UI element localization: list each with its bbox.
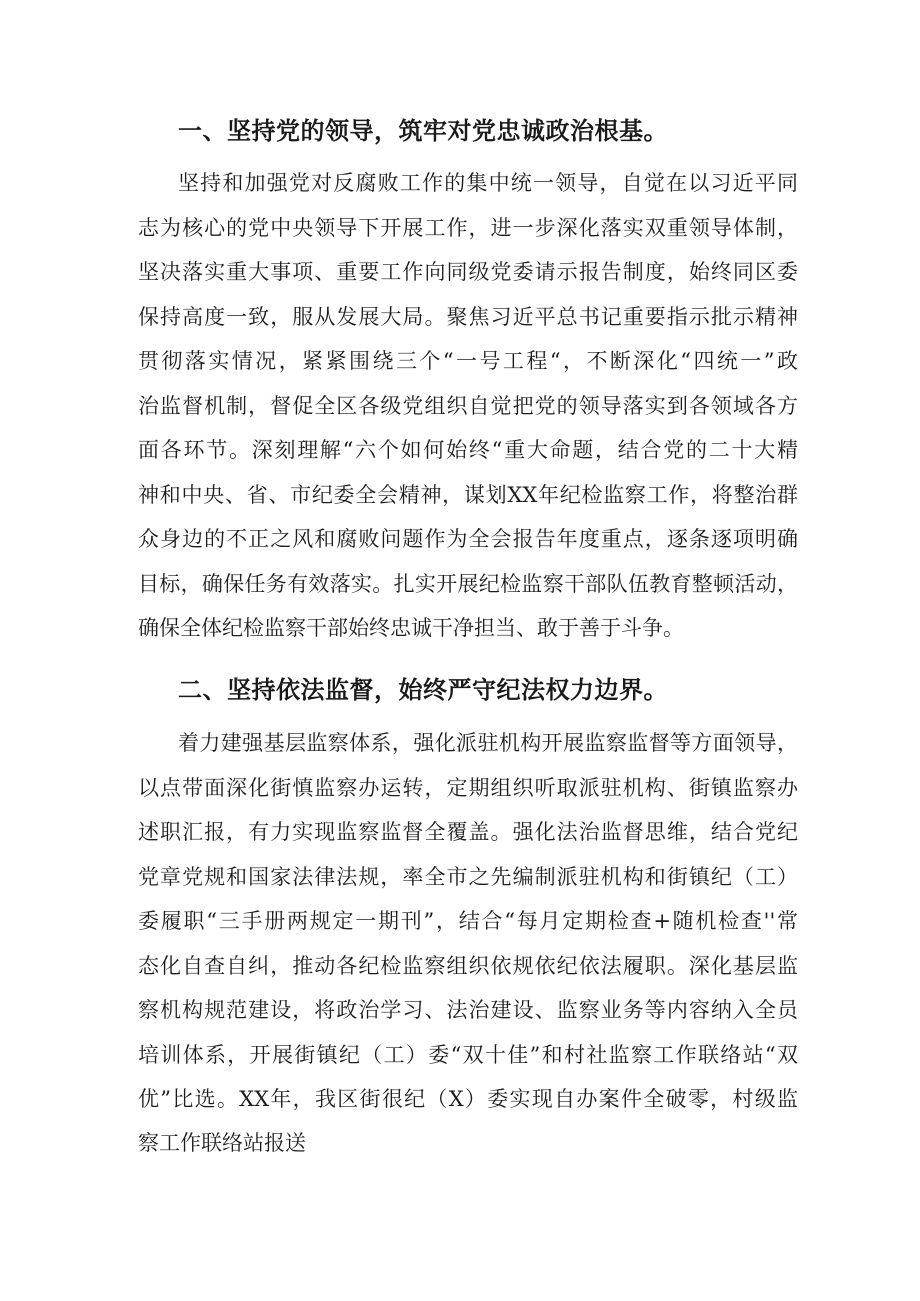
section-1-line-4: 保持高度一致，服从发展大局。聚焦习近平总书记重要指示批示精神 bbox=[138, 305, 798, 329]
section-1-line-8: 神和中央、省、市纪委全会精神，谋划XX年纪检监察工作，将整治群 bbox=[138, 483, 798, 507]
section-2-line-3: 述职汇报，有力实现监察监督全覆盖。强化法治监督思维，结合党纪 bbox=[138, 820, 798, 844]
section-2-line-7: 察机构规范建设，将政治学习、法治建设、监察业务等内容纳入全员 bbox=[138, 998, 798, 1022]
section-2-line-4: 党章党规和国家法律法规，率全市之先编制派驻机构和街镇纪（工） bbox=[138, 865, 798, 889]
section-1-line-9: 众身边的不正之风和腐败问题作为全会报告年度重点，逐条逐项明确 bbox=[138, 527, 798, 551]
section-2-line-9: 优”比选。XX年，我区街很纪（X）委实现自办案件全破零，村级监 bbox=[138, 1087, 798, 1111]
section-1-line-7: 面各环节。深刻理解“六个如何始终“重大命题，结合党的二十大精 bbox=[138, 438, 798, 462]
section-1-line-10: 目标，确保任务有效落实。扎实开展纪检监察干部队伍教育整顿活动， bbox=[138, 572, 798, 596]
section-1-line-6: 治监督机制，督促全区各级党组织自觉把党的领导落实到各领域各方 bbox=[138, 394, 798, 418]
section-2-line-10: 察工作联络站报送 bbox=[138, 1131, 306, 1155]
section-2-line-8: 培训体系，开展街镇纪（工）委“双十佳”和村社监察工作联络站“双 bbox=[138, 1043, 798, 1067]
section-1-line-5: 贯彻落实情况，紧紧围绕三个“一号工程“，不断深化“四统一”政 bbox=[138, 349, 798, 373]
section-1-line-11: 确保全体纪检监察干部始终忠诚干净担当、敢于善于斗争。 bbox=[138, 616, 684, 640]
section-2-line-6: 态化自查自纠，推动各纪检监察组织依规依纪依法履职。深化基层监 bbox=[138, 954, 798, 978]
section-1-line-2: 志为核心的党中央领导下开展工作，进一步深化落实双重领导体制， bbox=[138, 216, 798, 240]
section-1-line-1: 坚持和加强党对反腐败工作的集中统一领导，自觉在以习近平同 bbox=[178, 171, 798, 195]
section-1-heading: 一、坚持党的领导，筑牢对党忠诚政治根基。 bbox=[178, 117, 668, 145]
section-1-line-3: 坚决落实重大事项、重要工作向同级党委请示报告制度，始终同区委 bbox=[138, 260, 798, 284]
section-2-heading: 二、坚持依法监督，始终严守纪法权力边界。 bbox=[178, 676, 668, 704]
section-2-line-5: 委履职“三手册两规定一期刊”，结合“每月定期检查+随机检查''常 bbox=[138, 909, 798, 933]
section-2-line-1: 着力建强基层监察体系，强化派驻机构开展监察监督等方面领导， bbox=[178, 731, 798, 755]
section-2-line-2: 以点带面深化街慎监察办运转，定期组织听取派驻机构、街镇监察办 bbox=[138, 776, 798, 800]
